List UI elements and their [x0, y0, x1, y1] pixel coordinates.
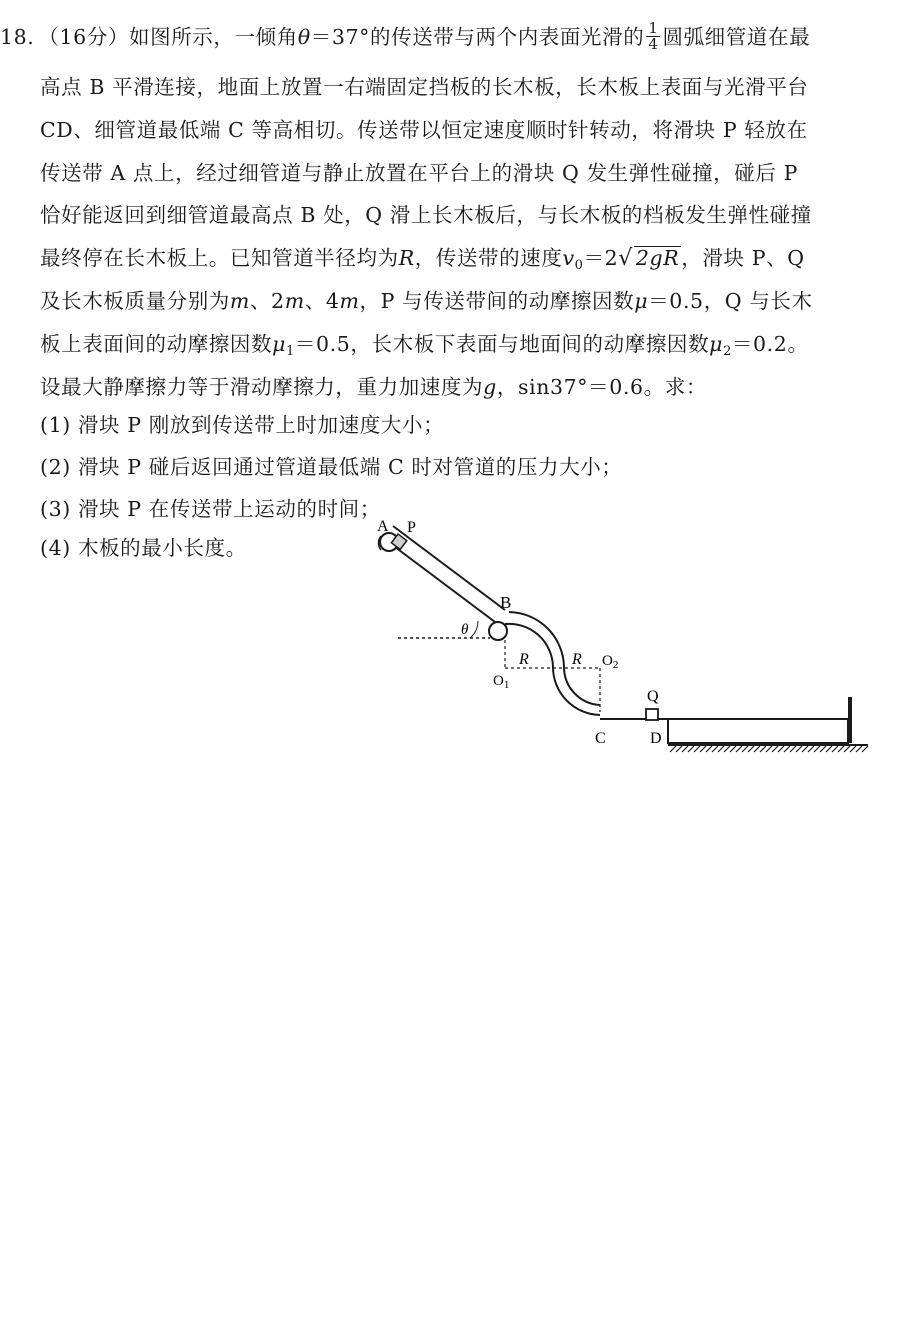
label-q: Q — [647, 688, 659, 705]
hatch-mark — [736, 746, 742, 752]
hatch-mark — [814, 746, 820, 752]
sqrt-sign: √ — [618, 246, 633, 271]
hatch-mark — [808, 746, 814, 752]
hatch-mark — [688, 746, 694, 752]
problem-line-9: 设最大静摩擦力等于滑动摩擦力，重力加速度为g，sin37°＝0.6。求： — [40, 375, 707, 399]
hatch-mark — [772, 746, 778, 752]
question-2: (2) 滑块 P 碰后返回通过管道最低端 C 时对管道的压力大小； — [40, 455, 623, 479]
label-b: B — [500, 593, 512, 612]
question-1: (1) 滑块 P 刚放到传送带上时加速度大小； — [40, 413, 445, 437]
angle-arc — [470, 621, 478, 638]
hatch-mark — [784, 746, 790, 752]
question-4: (4) 木板的最小长度。 — [40, 536, 247, 560]
hatch-mark — [670, 746, 676, 752]
hatch-mark — [766, 746, 772, 752]
conveyor-pulley-bottom — [489, 622, 507, 640]
problem-points: （16分） — [38, 25, 129, 49]
label-o1: $O_1$ — [493, 673, 510, 691]
label-d: D — [650, 730, 662, 747]
problem-number: 18. — [0, 25, 35, 49]
hatch-mark — [862, 746, 868, 752]
hatch-mark — [718, 746, 724, 752]
hatch-mark — [856, 746, 862, 752]
hatch-mark — [802, 746, 808, 752]
label-c: C — [595, 730, 606, 747]
long-board — [668, 719, 848, 743]
hatch-mark — [796, 746, 802, 752]
hatch-mark — [700, 746, 706, 752]
problem-line-4: 传送带 A 点上，经过细管道与静止放置在平台上的滑块 Q 发生弹性碰撞，碰后 P — [40, 161, 798, 185]
label-r2: R — [572, 651, 582, 668]
problem-line-3: CD、细管道最低端 C 等高相切。传送带以恒定速度顺时针转动，将滑块 P 轻放在 — [40, 118, 808, 142]
hatch-mark — [850, 746, 856, 752]
question-3: (3) 滑块 P 在传送带上运动的时间； — [40, 497, 381, 521]
hatch-mark — [754, 746, 760, 752]
label-o2: $O_2$ — [602, 653, 619, 671]
label-a: A — [377, 518, 389, 535]
hatch-mark — [706, 746, 712, 752]
label-r1: R — [519, 651, 529, 668]
hatch-mark — [694, 746, 700, 752]
quarter-fraction: $\frac{1}{4}$ — [648, 19, 659, 53]
problem-line-1: 18. （16分）如图所示，一倾角θ＝37°的传送带与两个内表面光滑的 $\frac{1}{4}$ 圆弧细管道在最 — [0, 19, 811, 53]
hatch-mark — [724, 746, 730, 752]
problem-line-5: 恰好能返回到细管道最高点 B 处，Q 滑上长木板后，与长木板的档板发生弹性碰撞 — [40, 203, 812, 227]
hatch-mark — [730, 746, 736, 752]
hatch-mark — [682, 746, 688, 752]
slider-q — [646, 709, 658, 720]
problem-line-6: 最终停在长木板上。已知管道半径均为R，传送带的速度$v_0=2√$ 2gR，滑块 P、Q — [40, 246, 805, 273]
label-theta: θ — [461, 622, 469, 638]
problem-line-7: 及长木板质量分别为m、2m、4m，P 与传送带间的动摩擦因数μ＝0.5，Q 与长木 — [40, 289, 813, 313]
hatch-mark — [778, 746, 784, 752]
ground-hatching — [670, 746, 868, 752]
problem-line-8: 板上表面间的动摩擦因数$\mu_1=0.5$，长木板下表面与地面间的动摩擦因数$\mu_2=0.2$。 — [40, 332, 809, 359]
hatch-mark — [748, 746, 754, 752]
hatch-mark — [760, 746, 766, 752]
problem-line-2: 高点 B 平滑连接，地面上放置一右端固定挡板的长木板，长木板上表面与光滑平台 — [40, 75, 809, 99]
hatch-mark — [832, 746, 838, 752]
hatch-mark — [712, 746, 718, 752]
hatch-mark — [742, 746, 748, 752]
hatch-mark — [790, 746, 796, 752]
hatch-mark — [838, 746, 844, 752]
hatch-mark — [676, 746, 682, 752]
hatch-mark — [820, 746, 826, 752]
label-p: P — [407, 519, 416, 536]
hatch-mark — [844, 746, 850, 752]
hatch-mark — [826, 746, 832, 752]
